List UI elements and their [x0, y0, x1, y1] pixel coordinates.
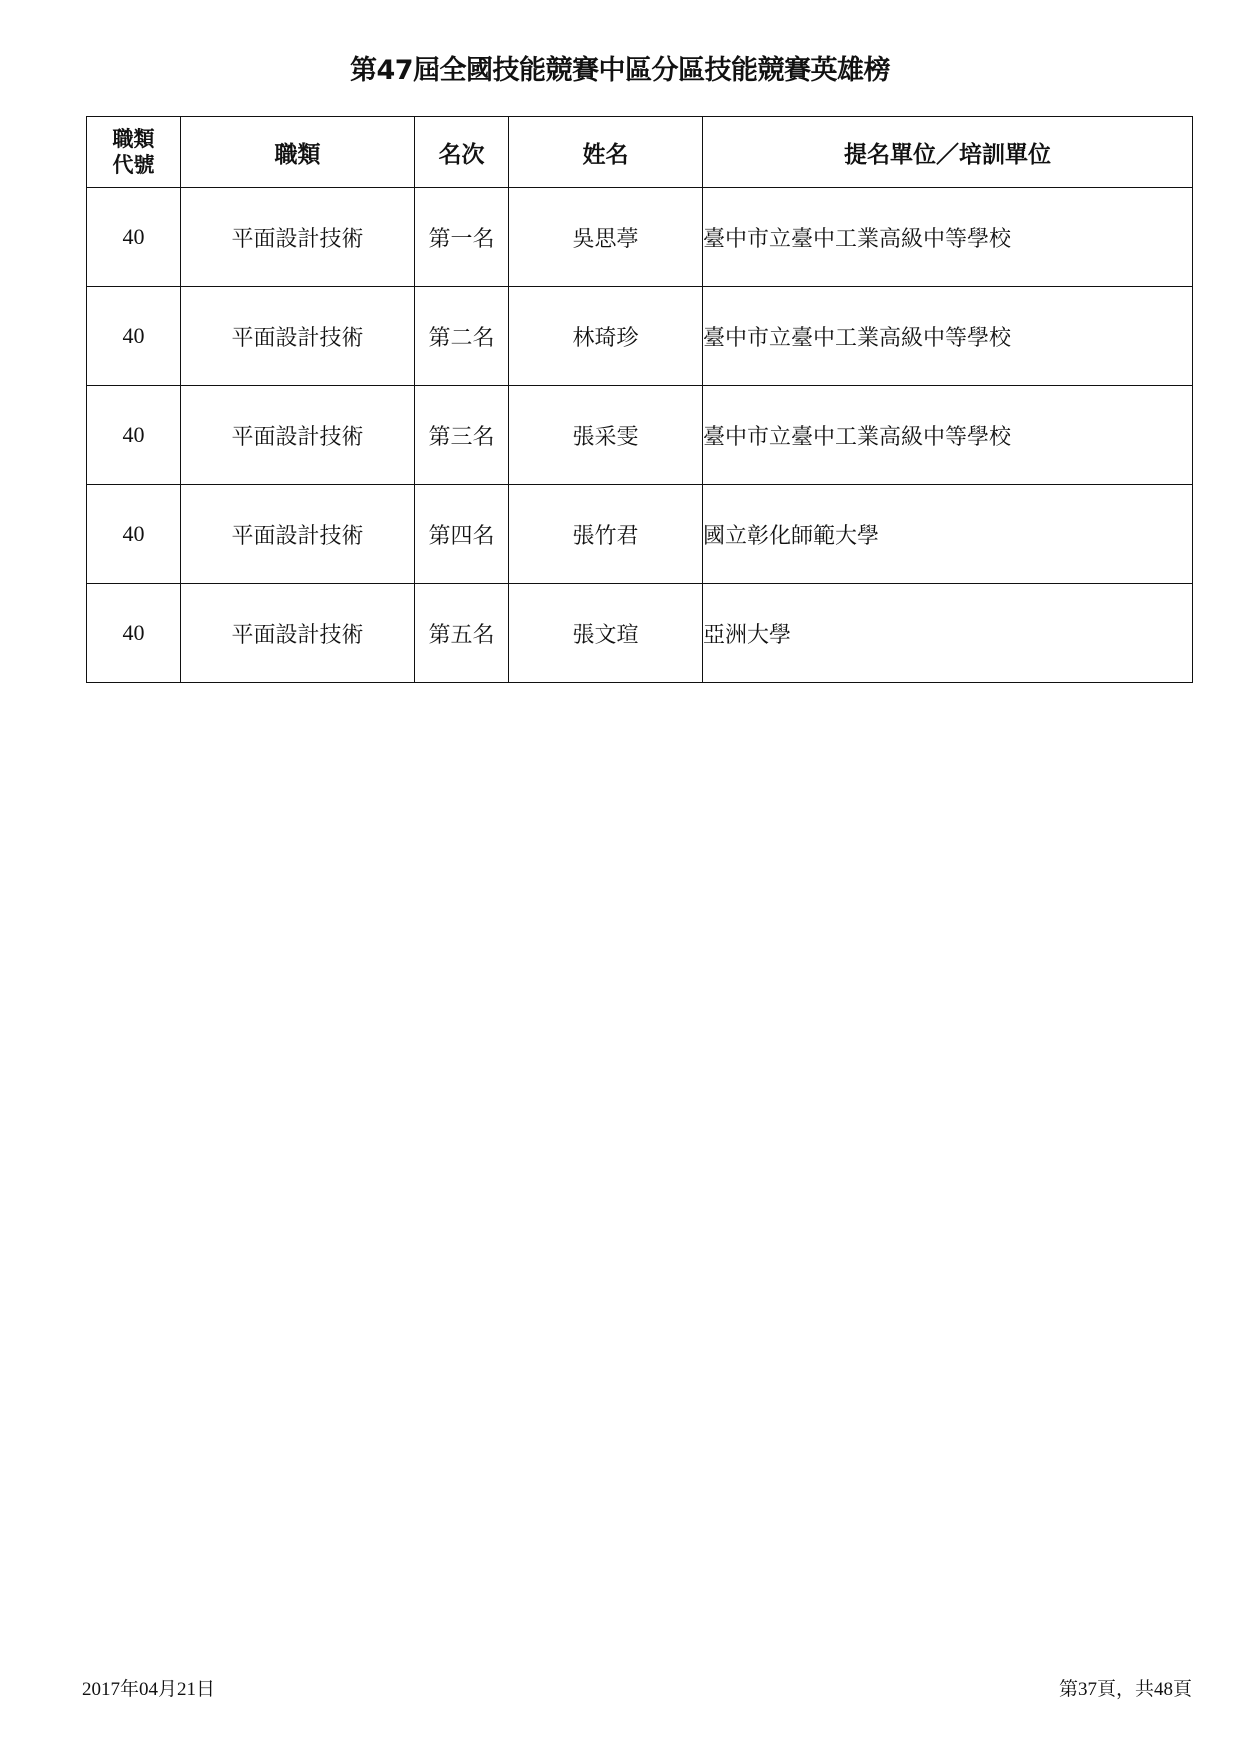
- cell-trade: 平面設計技術: [181, 287, 415, 386]
- cell-rank: 第五名: [415, 584, 509, 683]
- table-row: [87, 584, 1193, 683]
- table-row: [87, 188, 1193, 287]
- cell-trade: 平面設計技術: [181, 584, 415, 683]
- page-title: 第47屆全國技能競賽中區分區技能競賽英雄榜: [349, 55, 891, 86]
- header-trade-code: [87, 117, 181, 188]
- cell-trade: 平面設計技術: [181, 485, 415, 584]
- results-table: [86, 116, 1193, 683]
- cell-unit: 亞洲大學: [703, 584, 1193, 683]
- cell-rank: 第三名: [415, 386, 509, 485]
- cell-trade: 平面設計技術: [181, 386, 415, 485]
- cell-name: 張采雯: [509, 386, 703, 485]
- cell-trade-code: 40: [87, 584, 181, 683]
- table-row: [87, 287, 1193, 386]
- table-header-row: [87, 117, 1193, 188]
- cell-rank: 第一名: [415, 188, 509, 287]
- cell-name: 吳思葶: [509, 188, 703, 287]
- cell-trade: 平面設計技術: [181, 188, 415, 287]
- cell-rank: 第二名: [415, 287, 509, 386]
- cell-name: 林琦珍: [509, 287, 703, 386]
- header-unit: 提名單位／培訓單位: [703, 117, 1193, 188]
- cell-unit: 臺中市立臺中工業高級中等學校: [703, 287, 1193, 386]
- cell-trade-code: 40: [87, 485, 181, 584]
- header-trade-code-line2: 代號: [112, 153, 155, 177]
- cell-unit: 臺中市立臺中工業高級中等學校: [703, 386, 1193, 485]
- cell-unit: 臺中市立臺中工業高級中等學校: [703, 188, 1193, 287]
- header-trade-code-line1: 職類: [112, 127, 155, 151]
- table-row: [87, 485, 1193, 584]
- header-rank: 名次: [415, 117, 509, 188]
- cell-trade-code: 40: [87, 287, 181, 386]
- cell-name: 張文瑄: [509, 584, 703, 683]
- cell-trade-code: 40: [87, 386, 181, 485]
- footer-date: 2017年04月21日: [82, 1679, 216, 1700]
- cell-rank: 第四名: [415, 485, 509, 584]
- cell-trade-code: 40: [87, 188, 181, 287]
- footer-page-number: 第37頁，共48頁: [1058, 1679, 1192, 1700]
- cell-name: 張竹君: [509, 485, 703, 584]
- cell-unit: 國立彰化師範大學: [703, 485, 1193, 584]
- header-trade: 職類: [181, 117, 415, 188]
- table-row: [87, 386, 1193, 485]
- header-name: 姓名: [509, 117, 703, 188]
